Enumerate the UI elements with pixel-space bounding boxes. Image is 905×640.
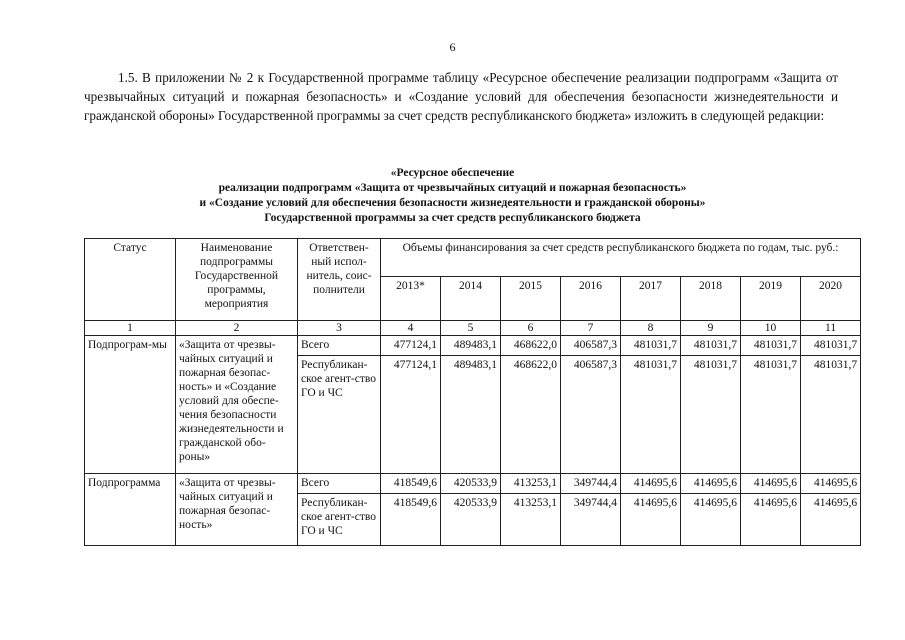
column-number: 4: [381, 321, 441, 336]
value-cell: 420533,9: [441, 474, 501, 494]
row-executor: Республикан-ское агент-ство ГО и ЧС: [298, 494, 381, 546]
header-name: Наименование подпрограммы Государственной программы, мероприятия: [176, 239, 298, 321]
value-cell: 477124,1: [381, 356, 441, 474]
value-cell: 481031,7: [621, 356, 681, 474]
row-subprogram-name: «Защита от чрезвы-чайных ситуаций и пожарная безопас-ность» и «Создание условий для обеспе-чения безопасности жизнедеятельности и гражданской обо-роны»: [176, 336, 298, 474]
value-cell: 481031,7: [681, 336, 741, 356]
table-title-line-1: «Ресурсное обеспечение: [390, 167, 515, 179]
value-cell: 414695,6: [621, 494, 681, 546]
intro-paragraph: 1.5. В приложении № 2 к Государственной программе таблицу «Ресурсное обеспечение реализации подпрограмм «Защита от чрезвычайных ситуаций и пожарная безопасность» и «Создание условий для обеспечения безопасности жизнедеятельности и гражданской обороны» Государственной программы за счет средств республиканского бюджета» изложить в следующей редакции:: [84, 70, 838, 123]
header-year: 2013*: [381, 277, 441, 321]
resource-table: [84, 238, 861, 546]
value-cell: 406587,3: [561, 336, 621, 356]
value-cell: 477124,1: [381, 336, 441, 356]
column-number: 3: [298, 321, 381, 336]
table-title-line-3: и «Создание условий для обеспечения безопасности жизнедеятельности и гражданской обороны»: [199, 197, 706, 209]
value-cell: 468622,0: [501, 336, 561, 356]
row-status: Подпрограмма: [85, 474, 176, 546]
value-cell: 481031,7: [621, 336, 681, 356]
header-year: 2020: [801, 277, 861, 321]
value-cell: 414695,6: [741, 494, 801, 546]
column-number: 8: [621, 321, 681, 336]
column-number: 1: [85, 321, 176, 336]
column-number: 9: [681, 321, 741, 336]
value-cell: 413253,1: [501, 474, 561, 494]
value-cell: 418549,6: [381, 494, 441, 546]
value-cell: 489483,1: [441, 336, 501, 356]
column-number: 7: [561, 321, 621, 336]
header-year: 2018: [681, 277, 741, 321]
header-year: 2015: [501, 277, 561, 321]
value-cell: 414695,6: [681, 494, 741, 546]
value-cell: 418549,6: [381, 474, 441, 494]
value-cell: 481031,7: [801, 356, 861, 474]
row-status: Подпрограм-мы: [85, 336, 176, 474]
value-cell: 414695,6: [801, 474, 861, 494]
header-year: 2019: [741, 277, 801, 321]
column-number: 11: [801, 321, 861, 336]
column-number: 5: [441, 321, 501, 336]
value-cell: 420533,9: [441, 494, 501, 546]
value-cell: 406587,3: [561, 356, 621, 474]
value-cell: 489483,1: [441, 356, 501, 474]
value-cell: 414695,6: [801, 494, 861, 546]
page-number: 6: [449, 40, 456, 54]
value-cell: 481031,7: [741, 356, 801, 474]
value-cell: 481031,7: [741, 336, 801, 356]
column-number: 6: [501, 321, 561, 336]
value-cell: 414695,6: [681, 474, 741, 494]
header-status: Статус: [85, 239, 176, 321]
header-year: 2016: [561, 277, 621, 321]
header-year: 2017: [621, 277, 681, 321]
column-number: 2: [176, 321, 298, 336]
column-number: 10: [741, 321, 801, 336]
value-cell: 349744,4: [561, 494, 621, 546]
value-cell: 481031,7: [681, 356, 741, 474]
value-cell: 349744,4: [561, 474, 621, 494]
header-executor: Ответствен-ный испол-нитель, соис-полнители: [298, 239, 381, 321]
value-cell: 481031,7: [801, 336, 861, 356]
value-cell: 413253,1: [501, 494, 561, 546]
value-cell: 414695,6: [741, 474, 801, 494]
table-title-line-4: Государственной программы за счет средств республиканского бюджета: [264, 212, 641, 224]
header-volumes: Объемы финансирования за счет средств республиканского бюджета по годам, тыс. руб.:: [381, 239, 861, 277]
value-cell: 468622,0: [501, 356, 561, 474]
value-cell: 414695,6: [621, 474, 681, 494]
row-subprogram-name: «Защита от чрезвы-чайных ситуаций и пожарная безопас-ность»: [176, 474, 298, 546]
row-executor: Всего: [298, 336, 381, 356]
header-year: 2014: [441, 277, 501, 321]
row-executor: Всего: [298, 474, 381, 494]
row-executor: Республикан-ское агент-ство ГО и ЧС: [298, 356, 381, 474]
table-title-line-2: реализации подпрограмм «Защита от чрезвычайных ситуаций и пожарная безопасность»: [218, 182, 687, 194]
